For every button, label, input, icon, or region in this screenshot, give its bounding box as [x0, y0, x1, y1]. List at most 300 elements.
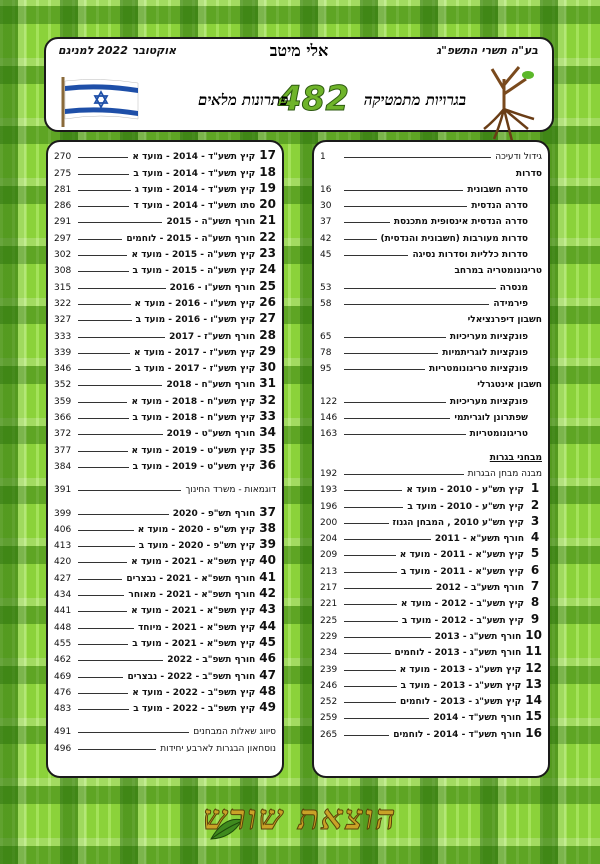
toc-item-label: קיץ תשע"ג - 2013 - מועד ב: [400, 680, 522, 691]
toc-item-label: חורף תשפ"ב - 2022: [167, 655, 256, 666]
toc-item-label: מבחני בגרות: [489, 452, 542, 463]
toc-item: [54, 616, 276, 632]
page-number: 366: [54, 413, 72, 424]
dotted-leader: [78, 303, 131, 305]
dotted-leader: [344, 433, 466, 435]
toc-item: [54, 162, 276, 178]
exam-number: 47: [259, 667, 276, 682]
page-number: 1: [320, 152, 326, 163]
dotted-leader: [78, 433, 163, 435]
exam-number: 16: [525, 725, 542, 740]
page-number: 384: [54, 461, 72, 472]
dotted-leader: [78, 545, 135, 547]
dotted-leader: [344, 368, 425, 370]
dotted-leader: [78, 466, 129, 468]
toc-item: [54, 502, 276, 518]
dotted-leader: [78, 627, 134, 629]
dotted-leader: [78, 287, 166, 289]
toc-item: [54, 309, 276, 325]
toc-item-label: סדרה הנדסית אינסופית מתכנסת: [393, 217, 528, 228]
dotted-leader: [78, 352, 130, 354]
dotted-leader: [344, 156, 491, 158]
dotted-leader: [78, 156, 128, 158]
toc-item-label: טריגונומטריה במרחב: [454, 266, 542, 277]
exam-number: 11: [525, 644, 542, 659]
author-name: אלי מיטב: [269, 41, 329, 60]
dotted-leader: [344, 303, 489, 305]
page-number: 221: [320, 599, 338, 610]
toc-item-label: נוסחאון הבגרות לארבע יחידות: [160, 743, 276, 754]
dotted-leader: [78, 659, 163, 661]
page-number: 259: [320, 713, 338, 724]
page-number: 53: [320, 282, 332, 293]
toc-item: [320, 244, 542, 260]
toc-item-label: חורף תשע"ז - 2017: [169, 331, 256, 342]
dotted-leader: [344, 669, 396, 671]
dotted-leader: [344, 717, 429, 719]
dotted-leader: [78, 692, 128, 694]
dotted-leader: [78, 489, 181, 491]
toc-item-label: סדרות כלליות וסדרות נסיגה: [412, 250, 528, 261]
exam-number: 7: [530, 579, 540, 594]
exam-number: 42: [259, 586, 276, 601]
page-number: 308: [54, 266, 72, 277]
toc-item: [54, 342, 276, 358]
toc-item-label: חורף תשע"ה - 2015 - לוחמים: [126, 233, 256, 244]
dotted-leader: [344, 554, 396, 556]
toc-item-label: שפתרונן לוגריתמי: [454, 413, 528, 424]
dotted-leader: [344, 522, 389, 524]
exam-number: 28: [259, 327, 276, 342]
dotted-leader: [344, 587, 432, 589]
toc-item: [320, 227, 542, 243]
toc-item: [320, 446, 542, 462]
toc-item: [54, 358, 276, 374]
toc-item-label: חורף תשע"א - 2011: [434, 534, 524, 545]
exam-number: 15: [525, 709, 542, 724]
toc-item-label: חורף תשפ"א - 2021 - נבצרים: [126, 573, 256, 584]
page-number: 315: [54, 282, 72, 293]
page-number: 78: [320, 347, 332, 358]
page-number: 483: [54, 704, 72, 715]
exam-number: 34: [259, 425, 276, 440]
dotted-leader: [78, 561, 127, 563]
toc-item: [320, 723, 542, 739]
dotted-leader: [344, 685, 397, 687]
toc-item-label: מנסרה: [499, 282, 528, 293]
page-number: 496: [54, 743, 72, 754]
toc-item-label: קיץ תש"פ - 2020 - מועד א: [137, 524, 256, 535]
exam-number: 32: [259, 392, 276, 407]
toc-item-label: קיץ תשע"ב - 2012 - מועד ב: [401, 615, 524, 626]
toc-item: [320, 463, 542, 479]
dotted-leader: [78, 676, 123, 678]
dotted-leader: [344, 473, 464, 475]
page-number: 192: [320, 468, 338, 479]
toc-item: [54, 227, 276, 243]
exam-number: 26: [259, 294, 276, 309]
solutions-title: פתרונות מלאים: [198, 91, 289, 109]
toc-item-label: קיץ תשע"ה - 2015 - מועד ב: [132, 266, 256, 277]
dotted-leader: [78, 238, 122, 240]
exam-number: 4: [530, 530, 540, 545]
toc-item: [320, 609, 542, 625]
toc-item-label: חורף תשע"ד - 2014: [433, 713, 522, 724]
page-number: 391: [54, 485, 72, 496]
dotted-leader: [78, 594, 124, 596]
exam-number: 29: [259, 343, 276, 358]
exam-number: 43: [259, 602, 276, 617]
page-number: 270: [54, 152, 72, 163]
toc-item: [54, 665, 276, 681]
dotted-leader: [78, 173, 129, 175]
dotted-leader: [78, 578, 122, 580]
dotted-leader: [344, 538, 431, 540]
dotted-leader: [344, 417, 450, 419]
dotted-leader: [78, 610, 127, 612]
exam-number: 14: [525, 693, 542, 708]
toc-item: [320, 179, 542, 195]
exam-number: 20: [259, 197, 276, 212]
dotted-leader: [78, 221, 162, 223]
toc-item: [54, 325, 276, 341]
toc-item: [54, 146, 276, 162]
page-number: 229: [320, 631, 338, 642]
israel-flag-icon: [60, 77, 142, 127]
dotted-leader: [344, 571, 397, 573]
toc-item: [320, 374, 542, 390]
toc-item: [320, 342, 542, 358]
dotted-leader: [78, 417, 129, 419]
exam-number: 13: [525, 676, 542, 691]
toc-item-label: סדרות מעורבות (חשבונית והנדסית): [380, 233, 528, 244]
page-number: 252: [320, 697, 338, 708]
page-number: 291: [54, 217, 72, 228]
exam-number: 45: [259, 634, 276, 649]
toc-item-label: סדרה חשבונית: [467, 184, 528, 195]
toc-item-label: קיץ תשע"ח - 2018 - מועד א: [131, 396, 256, 407]
toc-item-label: סיווג שאלות המבחנים: [193, 727, 276, 738]
toc-item: [320, 691, 542, 707]
toc-item-label: חשבון אינטגרלי: [477, 380, 542, 391]
toc-item-label: קיץ תשע"ז - 2017 - מועד א: [134, 347, 256, 358]
toc-item-label: סדרות: [515, 168, 542, 179]
dotted-leader: [344, 603, 397, 605]
toc-item-label: סתו תשע"ד - 2014 - מועד ד: [133, 201, 256, 212]
toc-item: [320, 658, 542, 674]
page-number: 297: [54, 233, 72, 244]
page-number: 441: [54, 606, 72, 617]
toc-item: [54, 407, 276, 423]
toc-item-label: חורף תשפ"א - 2021 - מאוחר: [128, 590, 256, 601]
toc-item-label: סדרה הנדסית: [471, 201, 528, 212]
toc-item: [54, 600, 276, 616]
exam-number: 2: [530, 497, 540, 512]
page-number: 406: [54, 524, 72, 535]
exam-number: 24: [259, 262, 276, 277]
exam-number: 31: [259, 376, 276, 391]
toc-item-label: חורף תשע"ב - 2012: [435, 583, 524, 594]
toc-item-label: קיץ תשפ"א - 2021 - מיוחד: [138, 622, 256, 633]
toc-item: [320, 642, 542, 658]
exam-number: 1: [530, 481, 540, 496]
exam-number: 5: [530, 546, 540, 561]
toc-list-left: [48, 142, 282, 754]
toc-item-label: קיץ תשע"ד - 2014 - מועד ב: [133, 168, 256, 179]
toc-item: [54, 276, 276, 292]
page-number: 427: [54, 573, 72, 584]
dotted-leader: [78, 270, 129, 272]
toc-item: [54, 567, 276, 583]
toc-item: [54, 649, 276, 665]
dotted-leader: [344, 401, 446, 403]
page-number: 469: [54, 671, 72, 682]
dotted-leader: [78, 643, 128, 645]
toc-item-label: דוגמאות - משרד החינוך: [185, 485, 276, 496]
toc-item: [54, 195, 276, 211]
page-number: 281: [54, 184, 72, 195]
page-number: 225: [320, 615, 338, 626]
page-number: 16: [320, 184, 332, 195]
toc-item: [54, 633, 276, 649]
toc-item-label: גידול ודעיכה: [495, 152, 542, 163]
toc-item: [320, 528, 542, 544]
toc-item-label: פונקציות לוגריתמיות: [442, 347, 528, 358]
dotted-leader: [344, 221, 390, 223]
toc-item: [54, 456, 276, 472]
toc-item: [54, 260, 276, 276]
toc-item: [54, 721, 276, 737]
page-number: 213: [320, 566, 338, 577]
toc-item-label: קיץ תשע"ט - 2019 - מועד ב: [132, 461, 256, 472]
dotted-leader: [78, 189, 131, 191]
toc-item: [54, 374, 276, 390]
dotted-leader: [78, 336, 165, 338]
subject-title: בגרויות מתמטיקה: [363, 91, 466, 109]
dotted-leader: [78, 731, 189, 733]
toc-item: [54, 737, 276, 753]
exam-number: 19: [259, 180, 276, 195]
toc-list-right: [314, 142, 548, 740]
toc-item: [320, 512, 542, 528]
toc-item: [54, 244, 276, 260]
toc-item-label: חורף תשע"ו - 2016: [169, 282, 256, 293]
toc-item: [320, 479, 542, 495]
exam-number: 9: [530, 611, 540, 626]
exam-number: 48: [259, 683, 276, 698]
dotted-leader: [344, 620, 398, 622]
toc-item: [320, 146, 542, 162]
exam-number: 3: [530, 513, 540, 528]
page-number: 377: [54, 445, 72, 456]
dotted-leader: [78, 384, 162, 386]
toc-item-label: קיץ תשע"ט - 2019 - מועד א: [131, 445, 256, 456]
page-number: 275: [54, 168, 72, 179]
exam-number: 39: [259, 537, 276, 552]
toc-item-label: קיץ תשע"ג - 2013 - מועד א: [399, 664, 522, 675]
toc-item-label: חורף תשע"ה - 2015: [166, 217, 256, 228]
page-number: 122: [320, 396, 338, 407]
page-number: 399: [54, 508, 72, 519]
dotted-leader: [344, 254, 408, 256]
toc-item: [54, 698, 276, 714]
toc-item-label: חורף תשע"ט - 2019: [166, 429, 256, 440]
toc-item: [320, 309, 542, 325]
toc-item-label: פונקציות מעריכיות: [449, 331, 528, 342]
toc-item-label: קיץ תש"פ - 2020 - מועד ב: [138, 541, 256, 552]
dotted-leader: [78, 748, 156, 750]
toc-item-label: קיץ תשפ"א - 2021 - מועד א: [131, 606, 256, 617]
page-number: 333: [54, 331, 72, 342]
toc-item: [54, 584, 276, 600]
exam-number: 37: [259, 504, 276, 519]
exam-number: 6: [530, 562, 540, 577]
toc-item: [320, 593, 542, 609]
exam-number: 12: [525, 660, 542, 675]
header-card: [44, 37, 554, 132]
toc-item-label: פירמידה: [493, 298, 528, 309]
dotted-leader: [78, 368, 131, 370]
exam-number: 35: [259, 441, 276, 456]
toc-item-label: פונקציות מעריכיות: [449, 396, 528, 407]
page-number: 448: [54, 622, 72, 633]
page-number: 65: [320, 331, 332, 342]
toc-item: [320, 423, 542, 439]
page-number: 265: [320, 729, 338, 740]
toc-item: [320, 162, 542, 178]
toc-item-label: קיץ תשע"ד - 2014 - מועד א: [132, 152, 256, 163]
page-number: 239: [320, 664, 338, 675]
exam-number: 17: [259, 148, 276, 163]
exam-number: 8: [530, 595, 540, 610]
page-number: 234: [320, 648, 338, 659]
toc-item-label: חורף תשע"ד - 2014 - לוחמים: [393, 729, 522, 740]
toc-item: [320, 626, 542, 642]
toc-item: [54, 423, 276, 439]
toc-item: [54, 390, 276, 406]
exam-number: 22: [259, 229, 276, 244]
page-number: 420: [54, 557, 72, 568]
page-number: 434: [54, 590, 72, 601]
exam-number: 21: [259, 213, 276, 228]
toc-item-label: קיץ תשע"ב - 2012 - מועד א: [400, 599, 524, 610]
toc-item: [320, 560, 542, 576]
page-number: 45: [320, 250, 332, 261]
toc-item-label: קיץ תשע"ו - 2016 - מועד א: [134, 298, 256, 309]
page-number: 37: [320, 217, 332, 228]
page-number: 352: [54, 380, 72, 391]
page-number: 193: [320, 485, 338, 496]
dotted-leader: [78, 708, 129, 710]
page-number: 462: [54, 655, 72, 666]
page-number: 322: [54, 298, 72, 309]
exam-number: 30: [259, 360, 276, 375]
page-number: 339: [54, 347, 72, 358]
toc-item: [54, 293, 276, 309]
dotted-leader: [344, 506, 403, 508]
toc-item: [320, 407, 542, 423]
page-number: 95: [320, 364, 332, 375]
toc-item-label: חשבון דיפרנציאלי: [467, 315, 542, 326]
page-number: 30: [320, 201, 332, 212]
toc-item: [54, 535, 276, 551]
dotted-leader: [344, 734, 389, 736]
page-number: 455: [54, 638, 72, 649]
toc-item-label: קיץ תש"ע - 2010 - מועד ב: [407, 501, 524, 512]
toc-item-label: חורף תשע"ח - 2018: [166, 380, 256, 391]
exam-number: 18: [259, 164, 276, 179]
page-number: 246: [320, 680, 338, 691]
exam-number: 38: [259, 520, 276, 535]
toc-item: [320, 495, 542, 511]
page-number: 346: [54, 364, 72, 375]
toc-item: [320, 390, 542, 406]
page-number: 476: [54, 687, 72, 698]
dotted-leader: [78, 319, 132, 321]
toc-item-label: קיץ תשע"א - 2011 - מועד ב: [400, 566, 524, 577]
toc-item: [320, 325, 542, 341]
toc-item-label: פונקציות טריגונומטריות: [429, 364, 528, 375]
toc-item: [54, 479, 276, 495]
toc-item: [320, 211, 542, 227]
toc-left-column: [46, 140, 284, 778]
toc-item-label: חורף תשע"ג - 2013: [434, 631, 522, 642]
book-number: 482: [278, 79, 349, 119]
toc-item-label: קיץ תשע"ז - 2017 - מועד ב: [135, 364, 256, 375]
page-number: 372: [54, 429, 72, 440]
page-number: 217: [320, 583, 338, 594]
toc-item-label: קיץ תש"ע 2010 , המבחן הגנוז: [392, 517, 524, 528]
toc-item: [54, 179, 276, 195]
dotted-leader: [78, 529, 134, 531]
hebrew-date: בע"ה תשרי התשפ"ג: [436, 44, 538, 57]
toc-right-column: [312, 140, 550, 778]
dotted-leader: [344, 636, 431, 638]
toc-item: [320, 577, 542, 593]
dotted-leader: [344, 352, 438, 354]
toc-item: [54, 519, 276, 535]
toc-item: [54, 551, 276, 567]
page-number: 209: [320, 550, 338, 561]
toc-item: [54, 682, 276, 698]
page-number: 42: [320, 233, 332, 244]
page-number: 286: [54, 201, 72, 212]
toc-item: [320, 707, 542, 723]
dotted-leader: [344, 489, 402, 491]
toc-item-label: קיץ תשע"ו - 2016 - מועד ב: [135, 315, 256, 326]
toc-item-label: קיץ תשפ"א - 2021 - מועד א: [131, 557, 256, 568]
toc-item-label: טריגונומטריות: [469, 429, 528, 440]
toc-item: [54, 211, 276, 227]
dotted-leader: [344, 287, 496, 289]
page-number: 413: [54, 541, 72, 552]
dotted-leader: [344, 336, 446, 338]
toc-item: [320, 675, 542, 691]
exam-number: 46: [259, 651, 276, 666]
page-number: 327: [54, 315, 72, 326]
dotted-leader: [344, 701, 396, 703]
exam-number: 44: [259, 618, 276, 633]
exam-number: 36: [259, 457, 276, 472]
toc-item: [320, 260, 542, 276]
dotted-leader: [78, 254, 127, 256]
toc-item: [320, 293, 542, 309]
publish-date: אוקטובר 2022 למניגם: [58, 44, 177, 57]
toc-item-label: קיץ תשע"ג - 2013 - לוחמים: [400, 697, 522, 708]
exam-number: 10: [525, 627, 542, 642]
dotted-leader: [344, 652, 391, 654]
dotted-leader: [78, 401, 127, 403]
